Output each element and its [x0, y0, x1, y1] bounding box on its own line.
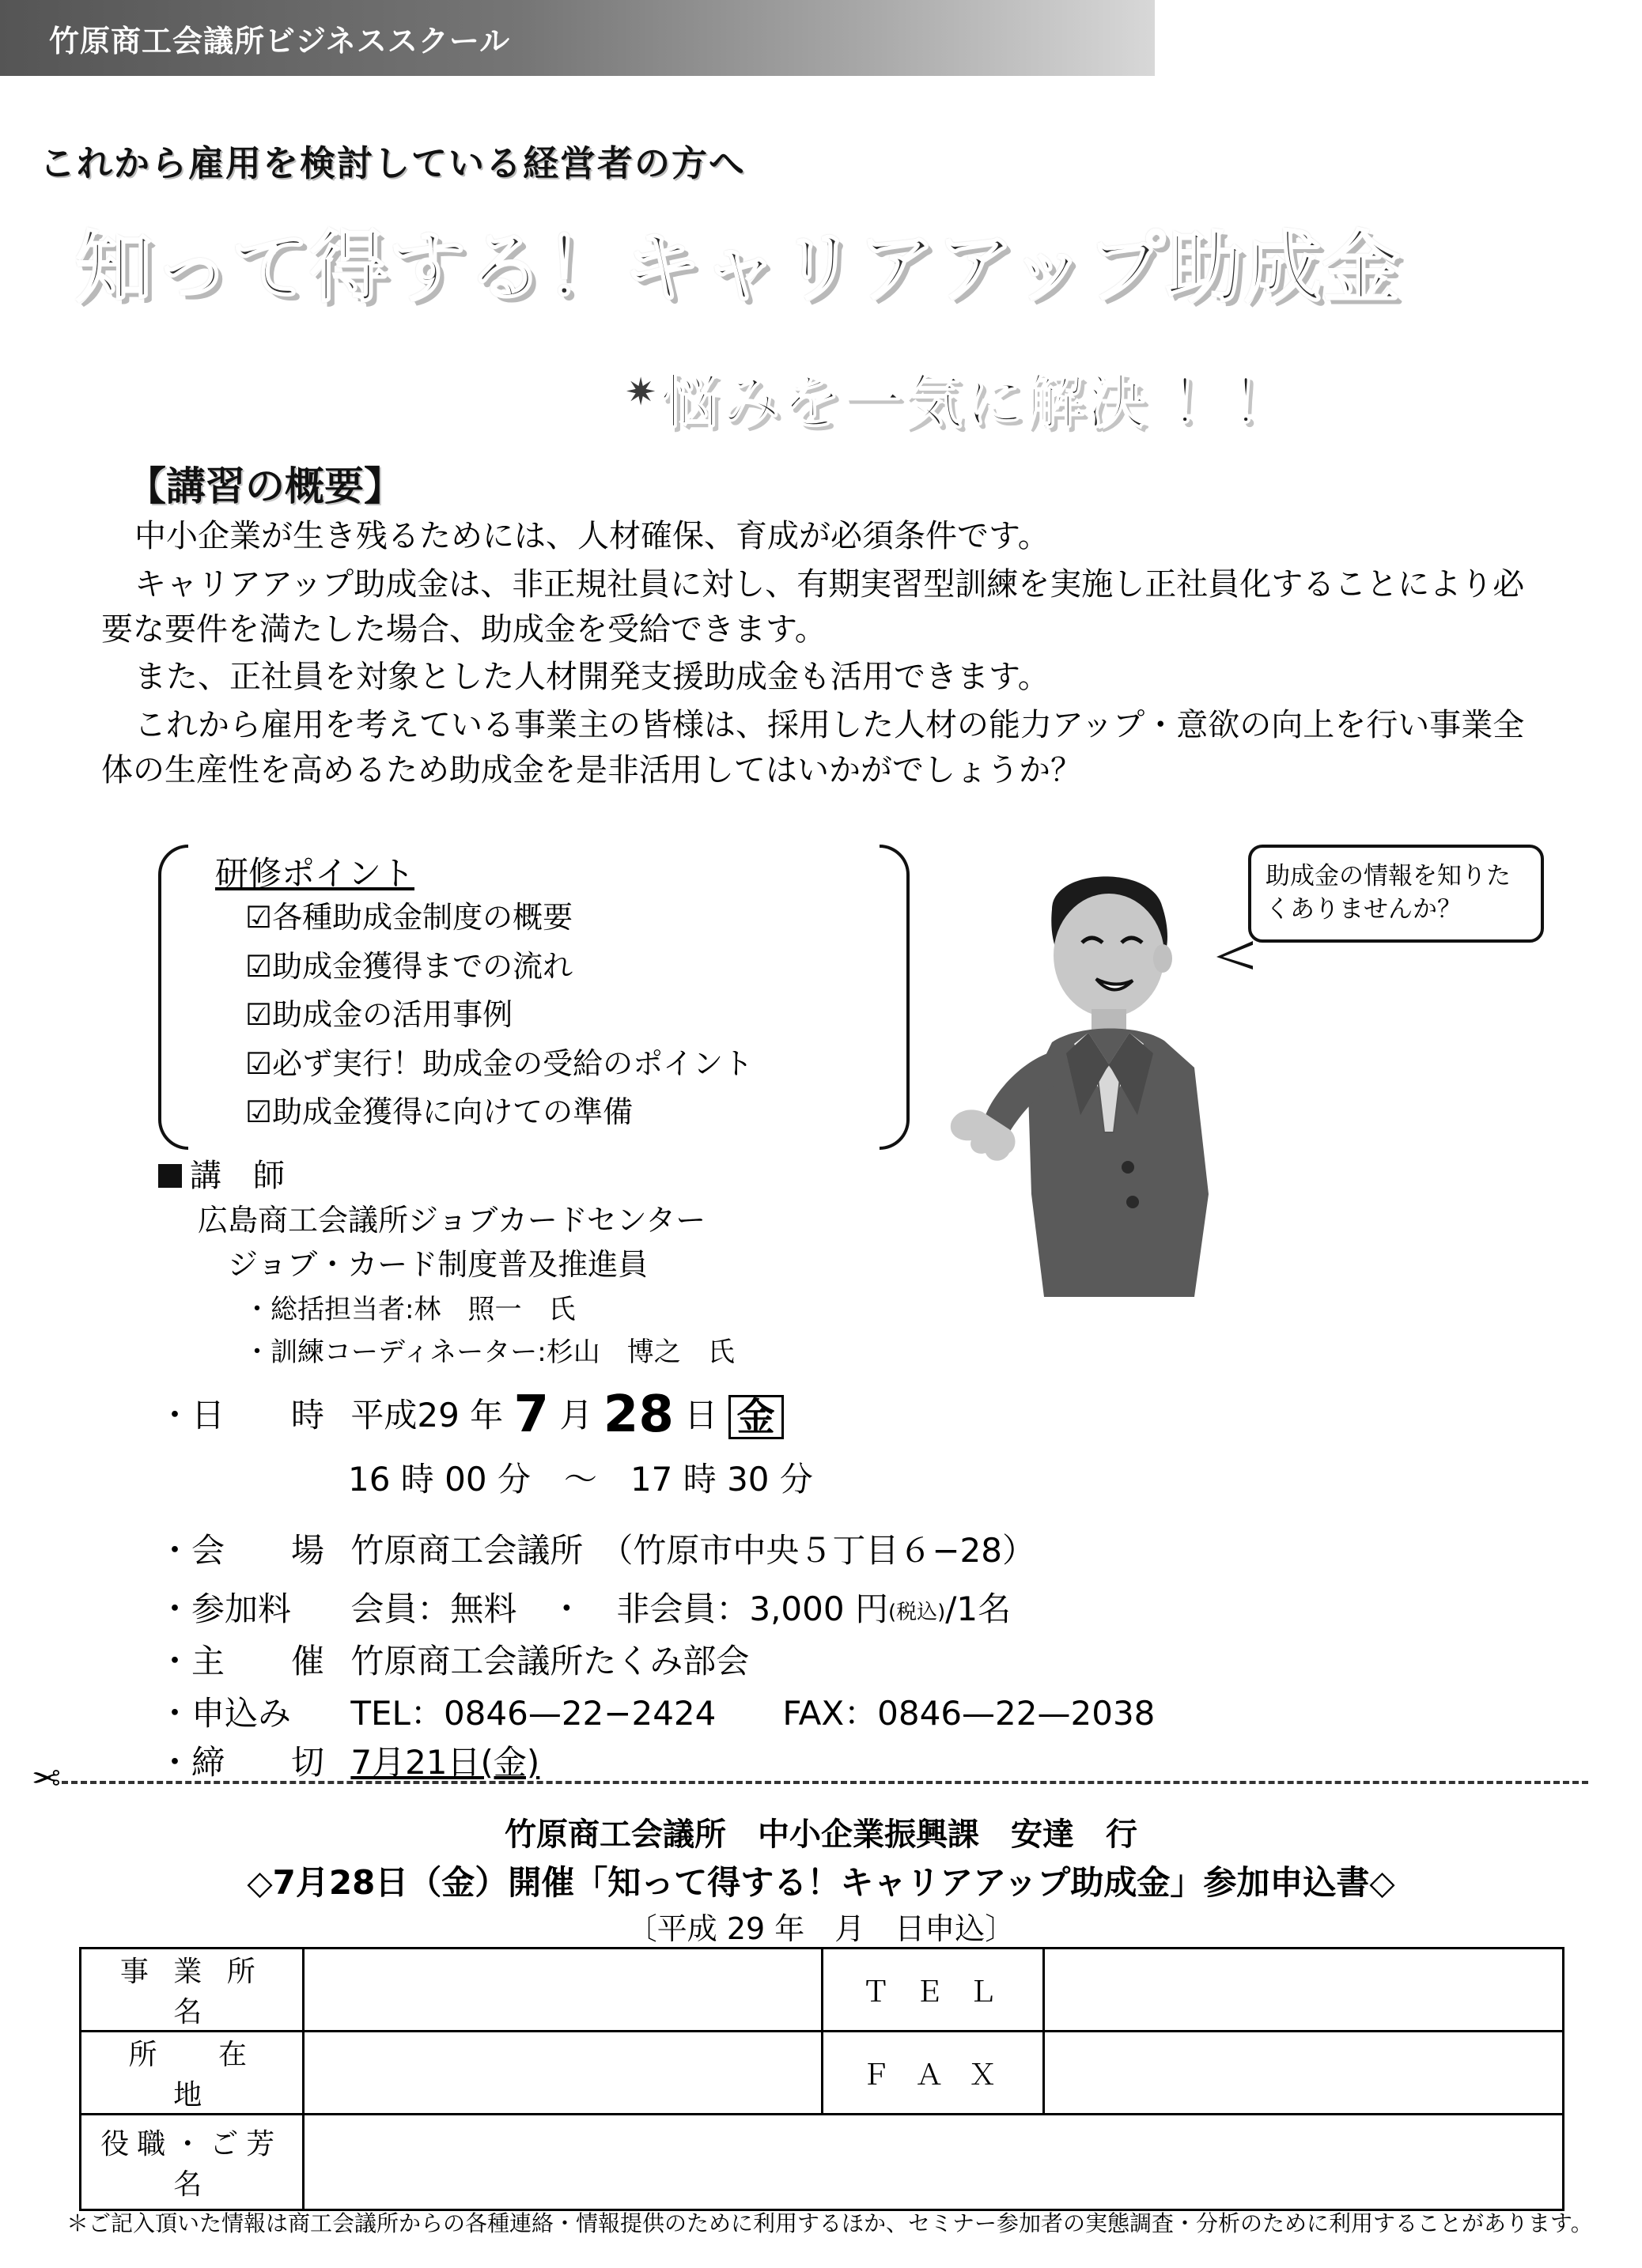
points-title: 研修ポイント: [215, 854, 415, 893]
overview-body: [101, 514, 1549, 796]
detail-venue-value: 竹原商工会議所 （竹原市中央５丁目６−28）: [350, 1531, 1035, 1570]
overview-paragraph: これから雇用を考えている事業主の皆様は、採用した人材の能力アップ・意欲の向上を行い事業全体の生産性を高めるため助成金を是非活用してはいかがでしょうか？: [101, 707, 1525, 788]
speech-bubble: [1248, 845, 1544, 943]
detail-deadline-value: 7月21日(金): [350, 1743, 540, 1782]
detail-venue-label: ・会 場: [158, 1531, 325, 1570]
businessman-illustration: [933, 854, 1273, 1321]
form-footnote: ＊ご記入頂いた情報は商工会議所からの各種連絡・情報提供のために利用するほか、セミナー参加者の実態調査・分析のために利用することがあります。: [66, 2210, 1593, 2236]
overview-paragraph: キャリアアップ助成金は、非正規社員に対し、有期実習型訓練を実施し正社員化することにより必要な要件を満たした場合、助成金を受給できます。: [101, 565, 1525, 648]
bracket-left: [158, 845, 188, 1150]
table-row: [81, 1949, 1564, 2032]
overview-paragraph: また、正社員を対象とした人材開発支援助成金も活用できます。: [134, 659, 1050, 696]
row-input-address[interactable]: [303, 2032, 823, 2115]
row-label-name: 役職・ご芳名: [81, 2115, 304, 2210]
detail-venue: [158, 1525, 1035, 1572]
detail-host-label: ・主 催: [158, 1642, 325, 1680]
detail-weekday-badge: 金: [728, 1395, 784, 1439]
detail-month-unit: 月: [559, 1396, 593, 1435]
overview-heading: 【講習の概要】: [127, 463, 403, 509]
list-item: ☑助成金獲得までの流れ: [245, 948, 573, 984]
form-header-line-3: 〔平成 29 年 月 日申込〕: [626, 1911, 1016, 1946]
speaker-heading: [158, 1151, 285, 1196]
detail-deadline-label: ・締 切: [158, 1743, 325, 1782]
list-item: ☑助成金の活用事例: [245, 997, 513, 1033]
detail-datetime-label: ・日 時: [158, 1396, 325, 1435]
sub-title: 悩みを一気に解決 ！！: [660, 369, 1292, 437]
speaker-role: ジョブ・カード制度普及推進員: [228, 1247, 649, 1282]
detail-day-unit: 日: [684, 1396, 718, 1435]
row-label: 事 業 所 名: [81, 1949, 304, 2032]
lead-text: これから雇用を検討している経営者の方へ: [40, 142, 747, 184]
form-header-line-2: ◇7月28日（金）開催「知って得する！キャリアアップ助成金」参加申込書◇: [247, 1863, 1395, 1902]
row-label-fax: Ｆ Ａ Ｘ: [823, 2032, 1044, 2115]
row-input-tel[interactable]: [1044, 1949, 1564, 2032]
detail-datetime-prefix: 平成29 年: [350, 1396, 504, 1435]
detail-fee: [158, 1583, 1011, 1631]
detail-day-number: 28: [603, 1385, 674, 1444]
detail-deadline: [158, 1737, 539, 1784]
form-header-line-1: 竹原商工会議所 中小企業振興課 安達 行: [505, 1816, 1137, 1853]
header-bar: [0, 0, 1155, 76]
row-input-company[interactable]: [303, 1949, 823, 2032]
detail-apply-label: ・申込み: [158, 1694, 292, 1733]
list-item: ☑各種助成金制度の概要: [245, 900, 573, 935]
detail-fee-value: 会員：無料 ・ 非会員：3,000 円: [350, 1589, 888, 1628]
table-row: [81, 2115, 1564, 2210]
list-item: ☑助成金獲得に向けての準備: [245, 1094, 634, 1130]
page-title: 知って得する！キャリアアップ助成金: [75, 223, 1402, 313]
overview-paragraph: 中小企業が生き残るためには、人材確保、育成が必須条件です。: [134, 518, 1050, 554]
application-table: [79, 1947, 1564, 2211]
speaker-person-2: ・訓練コーディネーター:杉山 博之 氏: [244, 1336, 735, 1368]
detail-fee-tax: (税込): [887, 1601, 946, 1624]
detail-datetime: [158, 1385, 784, 1444]
speaker-heading-label: 講 師: [190, 1158, 285, 1194]
detail-fee-label: ・参加料: [158, 1589, 292, 1628]
detail-time: 16 時 00 分 〜 17 時 30 分: [348, 1460, 813, 1499]
detail-host: [158, 1635, 749, 1683]
detail-host-value: 竹原商工会議所たくみ部会: [350, 1642, 750, 1680]
detail-apply: [158, 1688, 1155, 1735]
points-box: [158, 845, 910, 1143]
row-input-fax[interactable]: [1044, 2032, 1564, 2115]
points-list: [245, 894, 753, 1137]
detail-month-number: 7: [513, 1385, 550, 1444]
speech-bubble-text: 助成金の情報を知りたくありませんか？: [1266, 862, 1511, 924]
sparkle-icon: ✷: [625, 372, 657, 414]
detail-fee-suffix: /1名: [945, 1589, 1012, 1628]
header-title: 竹原商工会議所ビジネススクール: [49, 23, 511, 59]
table-row: [81, 2032, 1564, 2115]
row-label-tel: Ｔ Ｅ Ｌ: [823, 1949, 1044, 2032]
speaker-person-1: ・総括担当者:林 照一 氏: [244, 1294, 576, 1325]
row-input-name[interactable]: [303, 2115, 1563, 2210]
speaker-org: 広島商工会議所ジョブカードセンター: [198, 1203, 706, 1238]
detail-apply-value: TEL：0846—22−2424 FAX：0846—22—2038: [350, 1694, 1156, 1733]
list-item: ☑必ず実行！助成金の受給のポイント: [245, 1045, 754, 1081]
bracket-right: [880, 845, 910, 1150]
scissors-icon: ✂: [32, 1760, 61, 1798]
square-bullet-icon: [158, 1164, 182, 1188]
row-label: 所 在 地: [81, 2032, 304, 2115]
cut-line: [62, 1781, 1588, 1784]
